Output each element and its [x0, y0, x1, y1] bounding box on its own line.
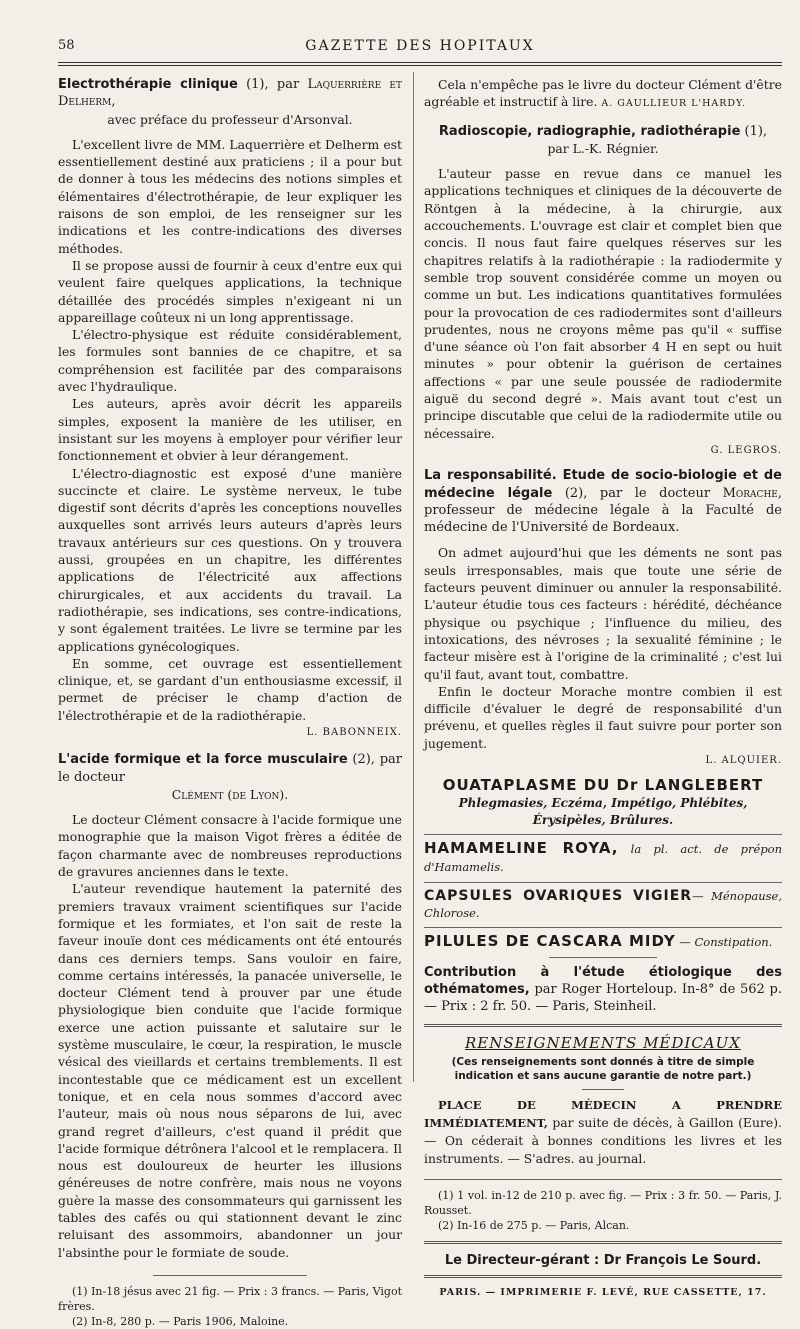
- footnote-rule: [153, 1275, 308, 1276]
- journal-title: GAZETTE DES HOPITAUX: [305, 38, 535, 54]
- section-rule: [424, 1024, 782, 1027]
- director-line: Le Directeur-gérant : Dr François Le Sourd.: [444, 1253, 762, 1269]
- review-3-author: par L.-K. Régnier.: [547, 140, 659, 156]
- footer-rule: [424, 1241, 782, 1244]
- advert-capsules: CAPSULES OVARIQUES VIGIER— Ménopause, Chlorose.: [424, 887, 783, 921]
- renseignements-note: (Ces renseignements sont donnés à titre de simple indication et sans aucune garantie de notre part.): [451, 1055, 755, 1082]
- review-1-authors: Laquerrière et Delherm,: [58, 77, 402, 110]
- review-4-signature: L. ALQUIER.: [705, 754, 782, 766]
- header-rule-2: [58, 65, 782, 66]
- review-2-title: L'acide formique et la force musculaire: [58, 752, 348, 768]
- review-2-author: Clément (de Lyon).: [171, 786, 289, 802]
- review-3-paragraph: L'auteur passe en revue dans ce manuel les applications techniques et cliniques de la découverte de Röntgen à la médecine, à la chirurgie, aux accouchements. L'ouvrage est clair et complet bien que concis. Il nous faut faire quelques réserves sur les chapitres relatifs à la radiothérapie : la radiodermite y semble trop souvent considérée comme un moyen ou comme un but. Les indications quantitatives formulées pour la provocation de ces radiodermites sont d'ailleurs prudentes, nous ne croyons même pas qu'il « suffise d'une séance où l'on fait absorber 4 H en sept ou huit minutes » pour obtenir la guérison de certaines affections « par une seule poussée de radiodermite aiguë du second degré ». Mais avant tout c'est un principe discutable que celui de la radiodermite utile ou nécessaire.: [424, 166, 782, 441]
- review-3-heading: [424, 123, 782, 140]
- footer-rule-2: [424, 1275, 782, 1278]
- small-rule: [582, 1089, 625, 1090]
- review-3-signature: G. LEGROS.: [710, 444, 782, 456]
- review-2-ref: (2), par le docteur: [58, 752, 402, 785]
- advert-ouataplasme: OUATAPLASME DU Dr LANGLEBERT: [442, 776, 764, 795]
- review-2-continuation: Cela n'empêche pas le livre du docteur Clément d'être agréable et instructif à lire. A. GAULLIEUR L'HARDY.: [424, 77, 782, 110]
- review-2-signature: A. GAULLIEUR L'HARDY.: [601, 98, 747, 110]
- renseignements-title: RENSEIGNEMENTS MÉDICAUX: [465, 1033, 741, 1052]
- review-5-heading: Contribution à l'étude étiologique des othématomes, par Roger Horteloup. In-8° de 562 p. — Prix : 2 fr. 50. — Paris, Steinheil.: [424, 964, 782, 1015]
- review-2-paragraph: L'auteur revendique hautement la paternité des premiers travaux vraiment scientifiques sur l'acide formique et les formiates, et l'on sait de reste la faveur inouïe dont ces médicaments ont été entourés dans ces derniers temps. Sans vouloir en faire, comme certains intéressés, la panacée universelle, le docteur Clément tend à prouver par une étude physiologique bien conduite que l'acide formique exerce une action puissante et salutaire sur le système musculaire, le cœur, la respiration, le muscle vésical des vieillards et certains tremblements. Il est incontestable que ce médicament est un excellent tonique, et en cela nous sommes d'accord avec l'auteur, mais où nous nous séparons de lui, avec grand regret d'ailleurs, c'est quand il prédit que l'acide formique détrônera l'alcool et le remplacera. Il nous est douloureux de heurter les illusions généreuses de notre confrère, mais nous ne voyons guère la masse des consommateurs qui garnissent les tables des cafés ou qui stationnent devant le zinc reluisant des assommoirs, abandonner un jour l'absinthe pour le formiate de soude.: [58, 881, 402, 1260]
- review-1-paragraph: En somme, cet ouvrage est essentiellement clinique, et, se gardant d'un enthousiasme excessif, il permet de préciser le champ d'action de l'électrothérapie et de la radiothérapie.: [58, 655, 402, 723]
- left-column: [58, 72, 402, 1329]
- footnote-1: (1) In-18 jésus avec 21 fig. — Prix : 3 francs. — Paris, Vigot frères.: [58, 1284, 402, 1313]
- advert-rule: [424, 927, 782, 928]
- footnote-2: (2) In-8, 280 p. — Paris 1906, Maloine.: [72, 1314, 289, 1328]
- review-2-paragraph: Le docteur Clément consacre à l'acide formique une monographie que la maison Vigot frères a éditée de façon charmante avec de nombreuses reproductions de gravures anciennes dans le texte.: [58, 812, 402, 880]
- review-3-title: Radioscopie, radiographie, radiothérapie: [438, 123, 741, 139]
- review-1-subtitle: avec préface du professeur d'Arsonval.: [107, 111, 353, 127]
- column-divider: [413, 72, 414, 1082]
- printer-imprint: PARIS. — IMPRIMERIE F. LEVÉ, RUE CASSETTE, 17.: [439, 1287, 767, 1299]
- review-4-paragraph: Enfin le docteur Morache montre combien il est difficile d'évaluer le degré de responsabilité d'un prévenu, et quelles règles il faut suivre pour porter son jugement.: [424, 683, 782, 751]
- header-rule: [58, 62, 782, 63]
- advert-pilules: PILULES DE CASCARA MIDY — Constipation.: [424, 932, 773, 951]
- review-4-paragraph: On admet aujourd'hui que les déments ne sont pas seuls irresponsables, mais que toute une série de facteurs peuvent diminuer ou annuler la responsabilité. L'auteur étudie tous ces facteurs : hérédité, déchéance physique ou psychique ; l'influence du milieu, des intoxications, des névroses ; la sexualité féminine ; le facteur misère est à l'origine de la criminalité ; c'est lui qu'il faut, avant tout, combattre.: [424, 545, 782, 682]
- review-3-ref: (1),: [740, 123, 768, 139]
- classified-ad: PLACE DE MÉDECIN A PRENDRE IMMÉDIATEMENT, par suite de décès, à Gaillon (Eure). — On céderait à bonnes conditions les livres et les instruments. — S'adres. au journal.: [424, 1097, 782, 1166]
- footnote-2: (2) In-16 de 275 p. — Paris, Alcan.: [438, 1219, 630, 1233]
- page-header: [58, 38, 782, 58]
- advert-rule: [549, 957, 656, 958]
- review-1-signature: L. BABONNEIX.: [306, 726, 402, 738]
- review-1-paragraph: L'excellent livre de MM. Laquerrière et Delherm est essentiellement destiné aux praticiens ; il a pour but de donner à tous les médecins des notions simples et élémentaires d'électrothérapie, de leur expliquer les raisons de son emploi, de les renseigner sur les indications et les contre-indications des diverses méthodes.: [58, 136, 402, 256]
- review-4-title: La responsabilité. Etude de socio-biologie et de médecine légale: [424, 468, 782, 501]
- advert-rule: [424, 834, 782, 835]
- review-4-heading: La responsabilité. Etude de socio-biologie et de médecine légale (2), par le docteur Morache, professeur de médecine légale à la Faculté de médecine de l'Université de Bordeaux.: [424, 468, 782, 536]
- footnote-rule: [424, 1179, 782, 1180]
- review-1-title: Electrothérapie clinique: [58, 77, 238, 92]
- review-2-heading: [58, 751, 402, 786]
- review-1-paragraph: L'électro-diagnostic est exposé d'une manière succincte et claire. Le système nerveux, le tube digestif sont décrits d'après les conceptions nouvelles auxquelles sont arrivés leurs auteurs d'après leurs travaux antérieurs sur ces questions. On y trouvera aussi, groupées en un chapitre, les différentes applications de l'électricité aux affections chirurgicales, et aux accidents du travail. La radiothérapie, ses indications, ses contre-indications, y sont également traitées. Le livre se termine par les applications gynécologiques.: [58, 465, 402, 654]
- footnote-1: (1) 1 vol. in-12 de 210 p. avec fig. — Prix : 3 fr. 50. — Paris, J. Rousset.: [424, 1189, 782, 1218]
- review-1-paragraph: Les auteurs, après avoir décrit les appareils simples, exposent la manière de les utiliser, en insistant sur les moyens à employer pour vérifier leur fonctionnement et obvier à leur dérangement.: [58, 396, 402, 464]
- advert-rule: [424, 882, 782, 883]
- review-1-heading: [58, 76, 402, 111]
- right-column: [424, 72, 782, 1302]
- advert-hamameline: HAMAMELINE ROYA, la pl. act. de prépon d'Hamamelis.: [424, 839, 783, 875]
- review-1-paragraph: L'électro-physique est réduite considérablement, les formules sont bannies de ce chapitre, et sa compréhension est facilitée par des comparaisons avec l'hydraulique.: [58, 327, 402, 395]
- page-number: 58: [58, 38, 75, 53]
- review-1-ref: (1), par: [237, 77, 308, 92]
- review-5-title: Contribution à l'étude étiologique des othématomes,: [424, 964, 782, 997]
- review-1-paragraph: Il se propose aussi de fournir à ceux d'entre eux qui veulent faire quelques applications, la technique détaillée des procédés simples n'exigeant ni un appareillage coûteux ni un long apprentissage.: [58, 257, 402, 325]
- advert-ouataplasme-sub: Phlegmasies, Eczéma, Impétigo, Phlébites, Érysipèles, Brûlures.: [458, 795, 748, 827]
